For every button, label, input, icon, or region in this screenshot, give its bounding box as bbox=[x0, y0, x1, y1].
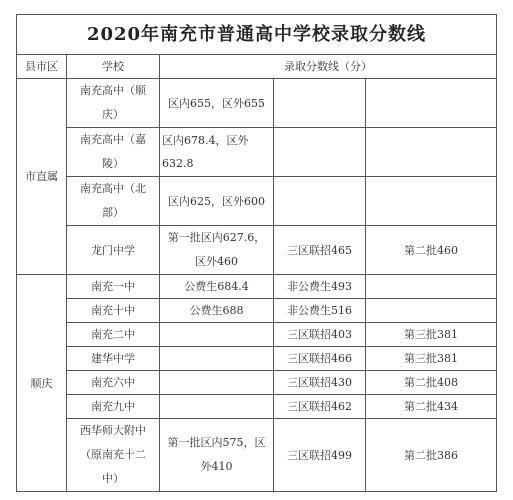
score-cell: 三区联招462 bbox=[274, 395, 366, 419]
score-cell bbox=[160, 347, 274, 371]
school-cell: 建华中学 bbox=[67, 347, 160, 371]
table-title: 2020年南充市普通高中学校录取分数线 bbox=[17, 15, 497, 55]
score-cell: 三区联招403 bbox=[274, 323, 366, 347]
score-cell bbox=[160, 395, 274, 419]
district-cell: 市直属 bbox=[17, 79, 67, 275]
school-cell: 南充十中 bbox=[67, 299, 160, 323]
school-cell: 西华师大附中（原南充十二中） bbox=[67, 419, 160, 492]
table-row bbox=[17, 323, 497, 347]
score-cell: 非公费生516 bbox=[274, 299, 366, 323]
score-cell bbox=[366, 128, 497, 177]
school-cell: 南充一中 bbox=[67, 275, 160, 299]
table-row bbox=[17, 79, 497, 128]
school-cell: 龙门中学 bbox=[67, 226, 160, 275]
score-cell: 区内655，区外655 bbox=[160, 79, 274, 128]
district-cell: 顺庆 bbox=[17, 275, 67, 492]
score-cell: 第三批381 bbox=[366, 323, 497, 347]
school-cell: 南充九中 bbox=[67, 395, 160, 419]
school-cell: 南充高中（北部） bbox=[67, 177, 160, 226]
school-cell: 南充六中 bbox=[67, 371, 160, 395]
table-row bbox=[17, 275, 497, 299]
table-row bbox=[17, 419, 497, 492]
table-row bbox=[17, 299, 497, 323]
score-cell: 公费生688 bbox=[160, 299, 274, 323]
score-cell: 区内678.4，区外632.8 bbox=[160, 128, 274, 177]
score-cell: 第三批381 bbox=[366, 347, 497, 371]
score-cell bbox=[160, 371, 274, 395]
score-cell: 三区联招466 bbox=[274, 347, 366, 371]
table-row bbox=[17, 371, 497, 395]
score-cell bbox=[366, 275, 497, 299]
table-row bbox=[17, 226, 497, 275]
header-scores: 录取分数线（分） bbox=[160, 55, 497, 79]
table-row bbox=[17, 347, 497, 371]
header-school: 学校 bbox=[67, 55, 160, 79]
score-cell: 第二批460 bbox=[366, 226, 497, 275]
school-cell: 南充高中（顺庆） bbox=[67, 79, 160, 128]
school-cell: 南充高中（嘉陵） bbox=[67, 128, 160, 177]
score-cell bbox=[274, 128, 366, 177]
score-cell: 第二批386 bbox=[366, 419, 497, 492]
table-row bbox=[17, 395, 497, 419]
school-cell: 南充二中 bbox=[67, 323, 160, 347]
score-cell bbox=[366, 299, 497, 323]
score-cell: 三区联招430 bbox=[274, 371, 366, 395]
score-cell bbox=[366, 177, 497, 226]
score-cell bbox=[366, 79, 497, 128]
header-district: 县市区 bbox=[17, 55, 67, 79]
score-cell: 区内625，区外600 bbox=[160, 177, 274, 226]
score-cell: 第二批408 bbox=[366, 371, 497, 395]
table-row bbox=[17, 177, 497, 226]
score-cell: 三区联招465 bbox=[274, 226, 366, 275]
score-cell: 第二批434 bbox=[366, 395, 497, 419]
score-cell bbox=[160, 323, 274, 347]
score-cell: 三区联招499 bbox=[274, 419, 366, 492]
score-cell bbox=[274, 177, 366, 226]
score-cell: 公费生684.4 bbox=[160, 275, 274, 299]
score-cell: 第一批区内627.6，区外460 bbox=[160, 226, 274, 275]
score-cell bbox=[274, 79, 366, 128]
table-row bbox=[17, 128, 497, 177]
score-cell: 第一批区内575，区外410 bbox=[160, 419, 274, 492]
score-table bbox=[16, 14, 497, 492]
score-cell: 非公费生493 bbox=[274, 275, 366, 299]
